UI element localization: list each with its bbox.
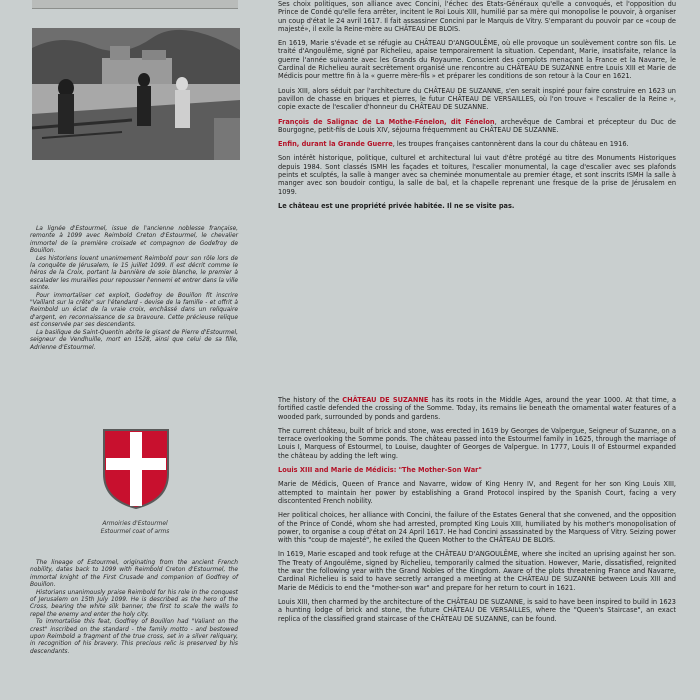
- right-french-text: [278, 0, 676, 216]
- chateau-name: CHÂTEAU DE SUZANNE: [342, 396, 429, 404]
- intro-text: The history of the: [278, 396, 343, 404]
- right-en-paragraph: Her political choices, her alliance with Concini, the failure of the Estates General that she convened, and the opposition of the Prince of Condé, whom she had arrested, prompted King Louis XIII, humiliated by his mother's monopolisation of power, to organise a coup d'état on 24 April 1617. He had Concini assassinated by the Marquess of Vitry. Seizing power with this "coup de majesté", he exiled the Queen Mother to the CHÂTEAU DE BLOIS.: [278, 511, 676, 545]
- coat-of-arms-shield-icon: [102, 428, 170, 510]
- right-en-paragraph: In 1619, Marie escaped and took refuge at the CHÂTEAU D'ANGOULÊME, where she incited an uprising against her son. The Treaty of Angoulême, signed by Richelieu, temporarily calmed the situation. However, Marie, dissatisfied, reignited the war the following year with the Grand Nobles of the Kingdom. Aware of the plots threatening France and Navarre, Cardinal Richelieu is said to have secretly arranged a meeting at the CHÂTEAU DE SUZANNE between Louis XIII and Marie de Médicis to end the "mother-son war" and prepare for her return to court in 1621.: [278, 550, 676, 592]
- left-fr-paragraph: Les historiens louent unanimement Reimbold pour son rôle lors de la conquête de Jérusalem, le 15 juillet 1099. Il est décrit comme le héros de la Croix, portant la bannière de soie blanche, le premier à escalader les murailles pour repousser l'ennemi et entrer dans la ville sainte.: [30, 255, 238, 292]
- fenelon-name: François de Salignac de La Mothe-Fénelon, dit Fénelon: [278, 117, 495, 126]
- left-en-paragraph: Historians unanimously praise Reimbold for his role in the conquest of Jerusalem on 15th July 1099. He is described as the hero of the Cross, bearing the white silk banner, the first to scale the walls to repel the enemy and enter the holy city.: [30, 589, 238, 618]
- great-war-label: Enfin, durant la Grande Guerre: [278, 140, 393, 149]
- section-heading: Louis XIII and Marie de Médicis: "The Mother-Son War": [278, 466, 482, 475]
- photo-illustration: [32, 28, 240, 160]
- left-en-paragraph: To immortalise this feat, Godfrey of Bouillon had "Valiant on the crest" inscribed on the standard - the family motto - and bestowed upon Reimbold a fragment of the true cross, set in a silver reliquary, in recognition of his bravery. This precious relic is preserved by his descendants.: [30, 619, 238, 655]
- private-property-notice: Le château est une propriété privée habitée. Il ne se visite pas.: [278, 201, 515, 210]
- right-en-paragraph: Louis XIII, then charmed by the architecture of the CHÂTEAU DE SUZANNE, is said to have been inspired to build in 1623 a hunting lodge of brick and stone, the future CHÂTEAU DE VERSAILLES, where the "Queen's Staircase", an exact replica of the classified grand staircase of the CHÂTEAU DE SUZANNE, can be found.: [278, 597, 676, 623]
- left-english-text: [30, 560, 238, 656]
- right-en-paragraph: The current château, built of brick and stone, was erected in 1619 by Georges de Valpergue, Seigneur of Suzanne, on a terrace overlooking the Somme ponds. The château passed into the Estourmel family in 1625, through the marriage of Louis I, Marquess of Estourmel, to Louise, daughter of Georges de Valpergue. In 1777, Louis II of Estourmel expanded the château by adding the left wing.: [278, 426, 676, 460]
- left-fr-paragraph: La lignée d'Estourmel, issue de l'ancienne noblesse française, remonte à 1099 avec Reimbold Creton d'Estourmel, le chevalier immortel de la première croisade et compagnon de Godefroy de Bouillon.: [30, 226, 238, 255]
- right-fr-paragraph: Louis XIII, alors séduit par l'architecture du CHÂTEAU DE SUZANNE, s'en serait inspiré pour faire construire en 1623 un pavillon de chasse en briques et pierres, le futur CHÂTEAU DE VERSAILLES, où l'on trouve « l'escalier de la Reine », copie exacte de l'escalier d'honneur du CHÂTEAU DE SUZANNE.: [278, 86, 676, 112]
- left-fr-paragraph: Pour immortaliser cet exploit, Godefroy de Bouillon fit inscrire "Vaillant sur la crête" sur l'étendard - devise de la famille - et offrit à Reimbold un éclat de la vraie croix, enchâssé dans un reliquaire d'argent, en reconnaissance de sa bravoure. Cette précieuse relique est conservée par ses descendants.: [30, 292, 238, 329]
- coat-of-arms: [102, 428, 170, 510]
- fenelon-text: , archevêque de Cambrai et précepteur du Duc de Bourgogne, petit-fils de Louis XIV, séjourna fréquemment au CHÂTEAU DE SUZANNE.: [278, 117, 676, 134]
- right-en-paragraph: Marie de Médicis, Queen of France and Navarre, widow of King Henry IV, and Regent for her son King Louis XIII, attempted to maintain her power by establishing a Grand Protocol inspired by the Spanish Court, facing a very discontented French nobility.: [278, 480, 676, 505]
- right-fr-paragraph: [278, 118, 676, 135]
- right-fr-paragraph: En 1619, Marie s'évade et se réfugie au CHÂTEAU D'ANGOULÊME, où elle provoque un soulèvement contre son fils. Le traité d'Angoulême, signé par Richelieu, apaise temporairement la situation. Cependant, Marie, insatisfaite, relance la guerre l'année suivante avec les Grands du Royaume. Conscient des complots menaçant la France et la Navarre, le Cardinal de Richelieu aurait secrètement organisé une rencontre au CHÂTEAU DE SUZANNE entre Louis XIII et Marie de Médicis pour mettre fin à la « guerre mère-fils » et préparer les conditions de son retour à la Cour en 1621.: [278, 39, 676, 81]
- intro-text-rest: has its roots in the Middle Ages, around the year 1000. At that time, a fortified castle defended the crossing of the Somme. Today, its remains lie beneath the ornamental water features of a wooded park, surrounded by ponds and gardens.: [278, 396, 676, 421]
- historic-photo: [32, 28, 240, 160]
- right-fr-paragraph: Ses choix politiques, son alliance avec Concini, l'échec des États-Généraux qu'elle a convoqués, et l'opposition du Prince de Condé qu'elle fera arrêter, incitent le Roi Louis XIII, humilié par sa mère qui monopolise le pouvoir, à organiser un coup d'état le 24 avril 1617. Il fait assassiner Concini par le Marquis de Vitry. S'emparant du pouvoir par ce «coup de majesté», il exile la Reine-mère au CHÂTEAU DE BLOIS.: [278, 0, 676, 33]
- right-fr-paragraph: [278, 140, 676, 148]
- great-war-text: , les troupes françaises cantonnèrent dans la cour du château en 1916.: [392, 140, 629, 149]
- left-en-paragraph: The lineage of Estourmel, originating from the ancient French nobility, dates back to 1099 with Reimbold Creton d'Estourmel, the immortal knight of the First Crusade and companion of Godfrey of Bouillon.: [30, 560, 238, 589]
- previous-photo-edge: [32, 0, 238, 9]
- right-en-paragraph: [278, 396, 676, 421]
- left-fr-paragraph: La basilique de Saint-Quentin abrite le gisant de Pierre d'Estourmel, seigneur de Vendhuille, mort en 1528, ainsi que celui de sa fille, Adrienne d'Estourmel.: [30, 329, 238, 351]
- coat-of-arms-caption: [70, 520, 200, 536]
- coat-of-arms-caption-fr: Armoiries d'Estourmel: [102, 521, 168, 527]
- left-french-text: [30, 226, 238, 352]
- right-english-text: [278, 396, 676, 629]
- right-fr-paragraph: Son intérêt historique, politique, culturel et architectural lui vaut d'être protégé au titre des Monuments Historiques depuis 1984. Sont classés ISMH les façades et toitures, l'escalier monumental, la cage d'escalier avec ses plafonds peints et sculptés, la salle à manger avec sa cheminée monumentale au premier étage, et sont inscrits ISMH la salle à manger avec son boudoir contigu, la salle de bal, et la chapelle reprenant une fresque de la prise de Jérusalem en 1099.: [278, 154, 676, 196]
- coat-of-arms-caption-en: Estourmel coat of arms: [100, 529, 170, 535]
